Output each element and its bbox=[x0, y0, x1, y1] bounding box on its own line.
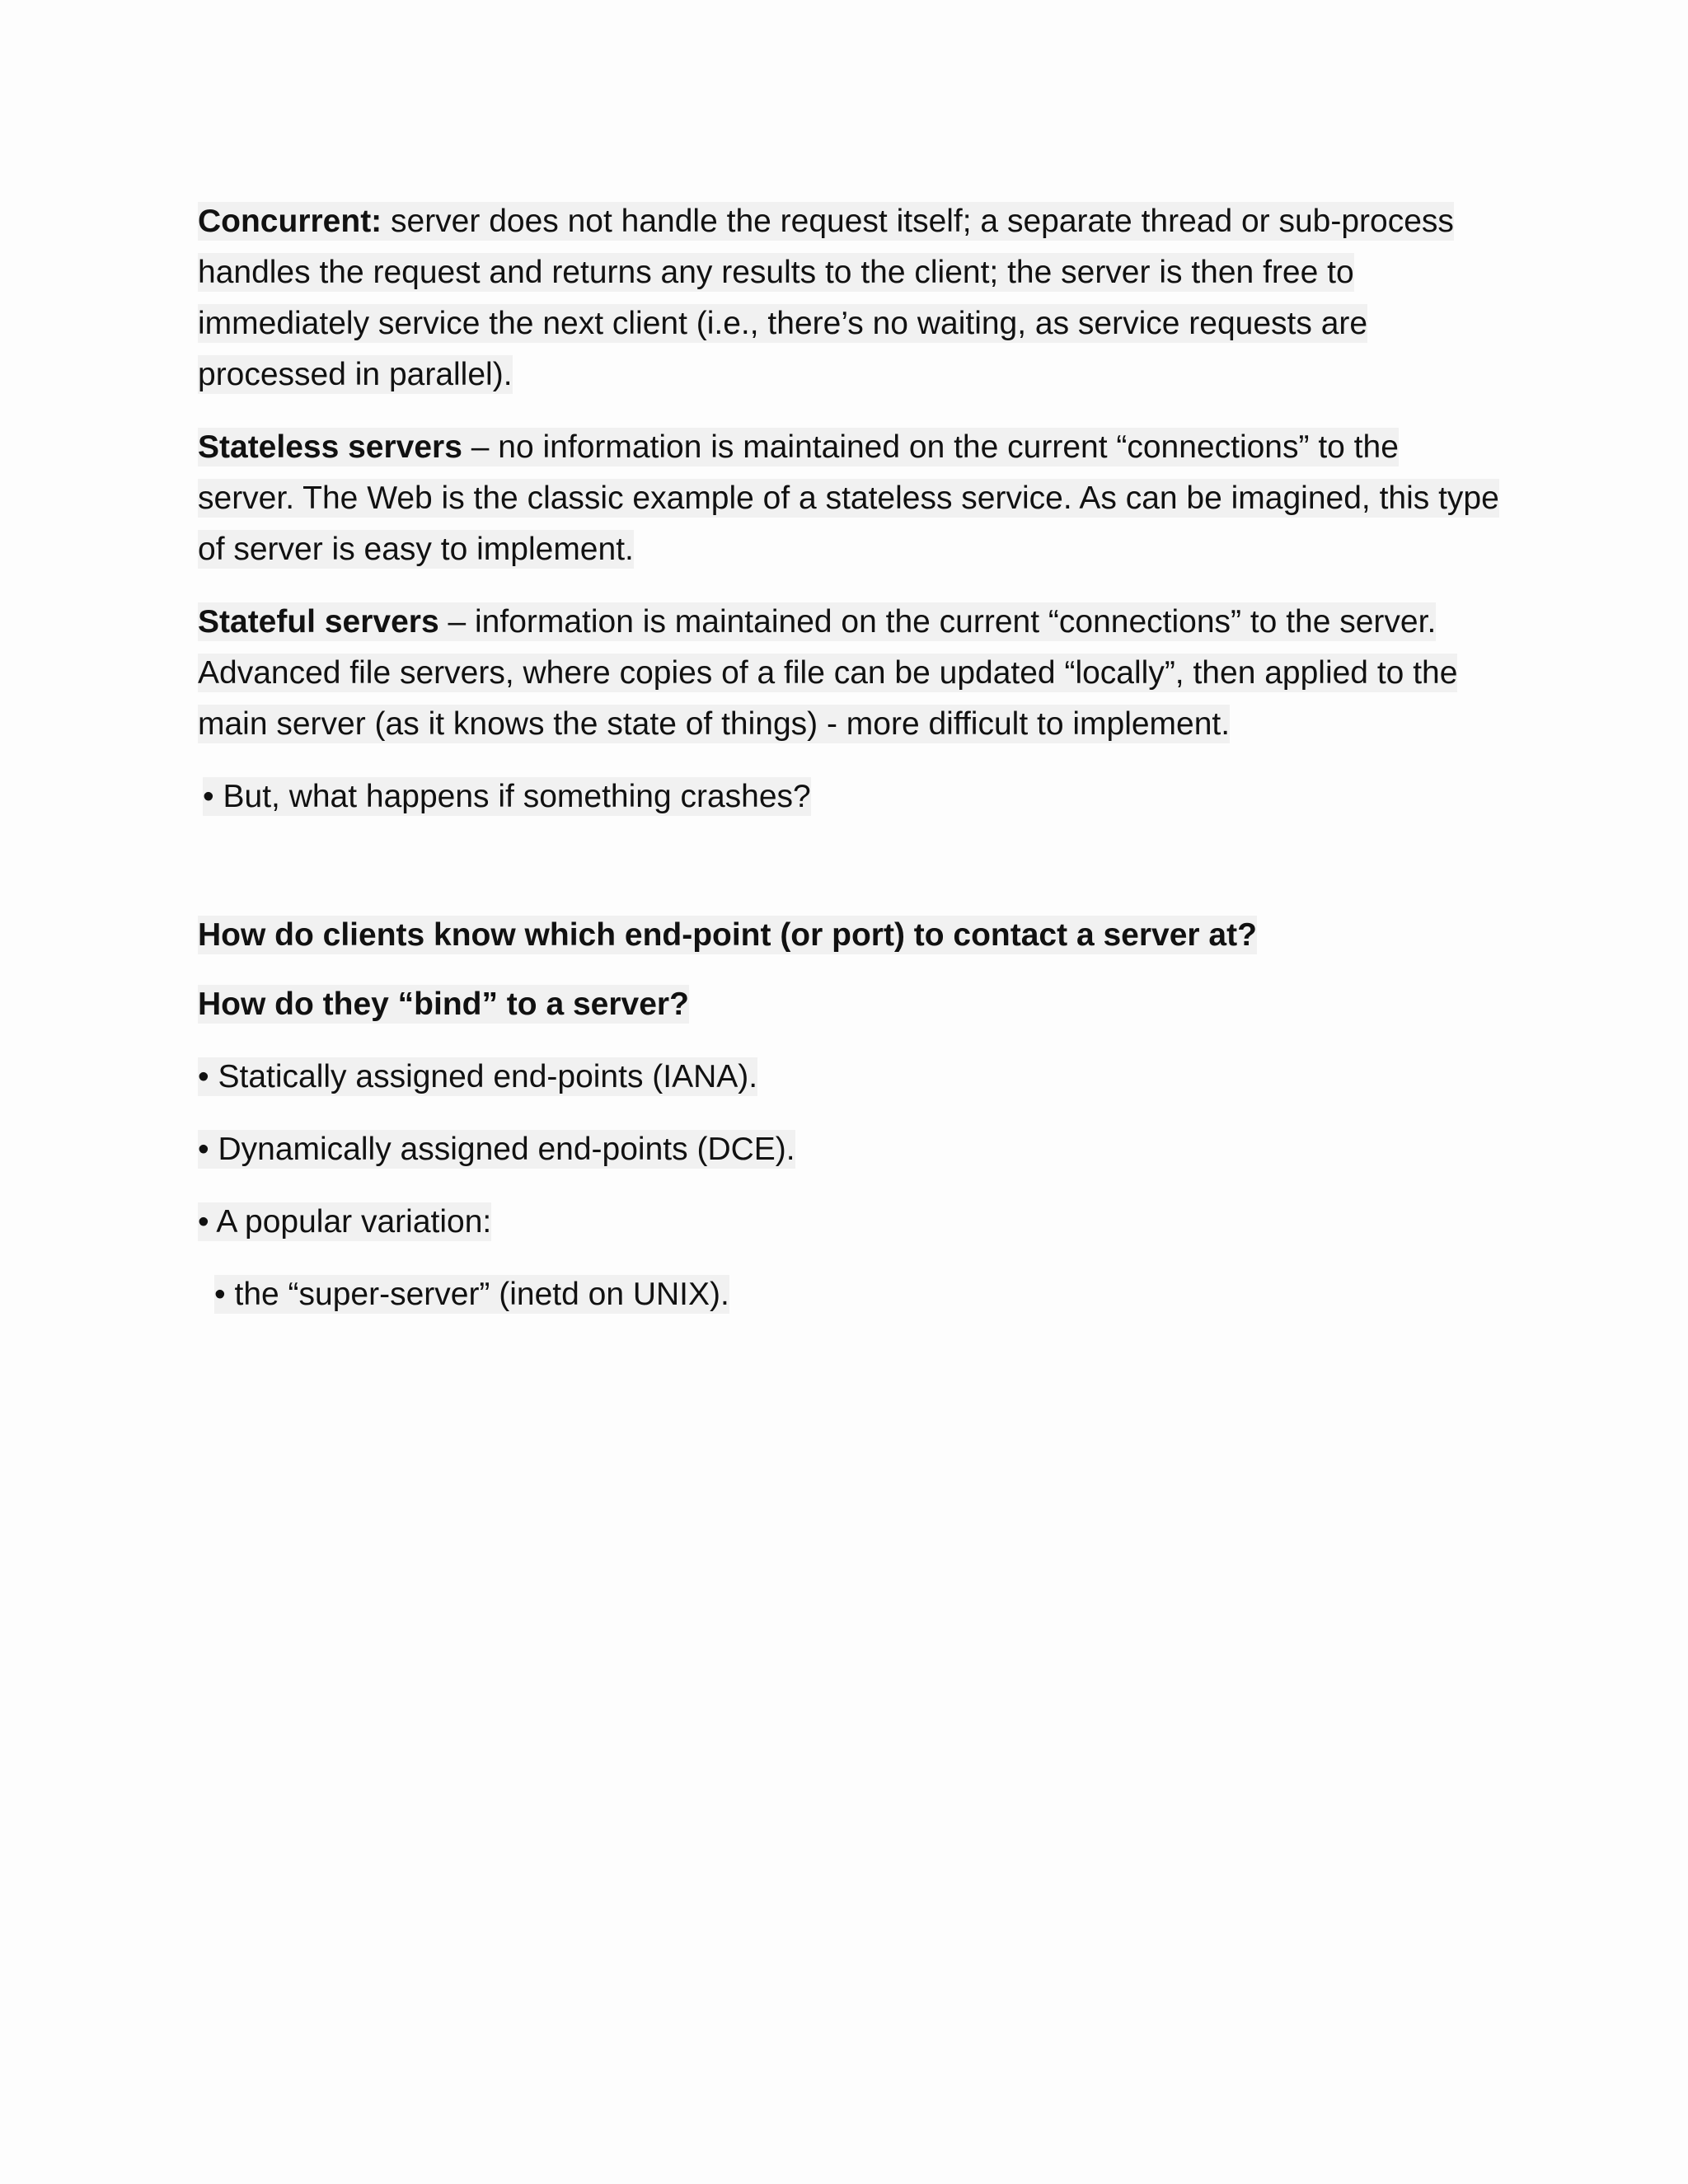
stateful-paragraph bbox=[198, 597, 1500, 750]
question-bind bbox=[198, 979, 1500, 1030]
question-endpoint-text: How do clients know which end-point (or port) to contact a server at? bbox=[198, 917, 1257, 953]
crash-bullet bbox=[198, 771, 1500, 823]
bullet-dynamic-text: • Dynamically assigned end-points (DCE). bbox=[198, 1132, 795, 1167]
stateful-text: – information is maintained on the current “connections” to the server. Advanced file servers, where copies of a file can be updated “locally”, then applied to the main server (as it knows the state of things) - more difficult to implement. bbox=[198, 604, 1458, 742]
bullet-dynamic-endpoints bbox=[198, 1124, 1500, 1175]
bullet-static-text: • Statically assigned end-points (IANA). bbox=[198, 1059, 758, 1094]
bullet-popular-variation bbox=[198, 1197, 1500, 1248]
concurrent-paragraph bbox=[198, 196, 1500, 401]
document-body bbox=[198, 196, 1500, 1342]
bullet-static-endpoints bbox=[198, 1052, 1500, 1103]
section-spacer bbox=[198, 844, 1500, 910]
sub-bullet-super-server bbox=[198, 1269, 1500, 1320]
concurrent-text: server does not handle the request itself; a separate thread or sub-process handles the request and returns any results to the client; the server is then free to immediately service the next client (i.e., there’s no waiting, as service requests are processed in parallel). bbox=[198, 204, 1454, 392]
crash-bullet-text: • But, what happens if something crashes? bbox=[203, 779, 811, 814]
stateful-term: Stateful servers bbox=[198, 604, 439, 640]
question-endpoint bbox=[198, 910, 1500, 961]
stateless-term: Stateless servers bbox=[198, 429, 462, 465]
sub-bullet-text: • the “super-server” (inetd on UNIX). bbox=[214, 1277, 729, 1312]
stateless-paragraph bbox=[198, 422, 1500, 575]
stateless-text: – no information is maintained on the current “connections” to the server. The Web is the classic example of a stateless service. As can be imagined, this type of server is easy to implement. bbox=[198, 429, 1499, 567]
bullet-popular-text: • A popular variation: bbox=[198, 1204, 492, 1240]
question-bind-text: How do they “bind” to a server? bbox=[198, 987, 689, 1022]
concurrent-term: Concurrent: bbox=[198, 204, 382, 239]
